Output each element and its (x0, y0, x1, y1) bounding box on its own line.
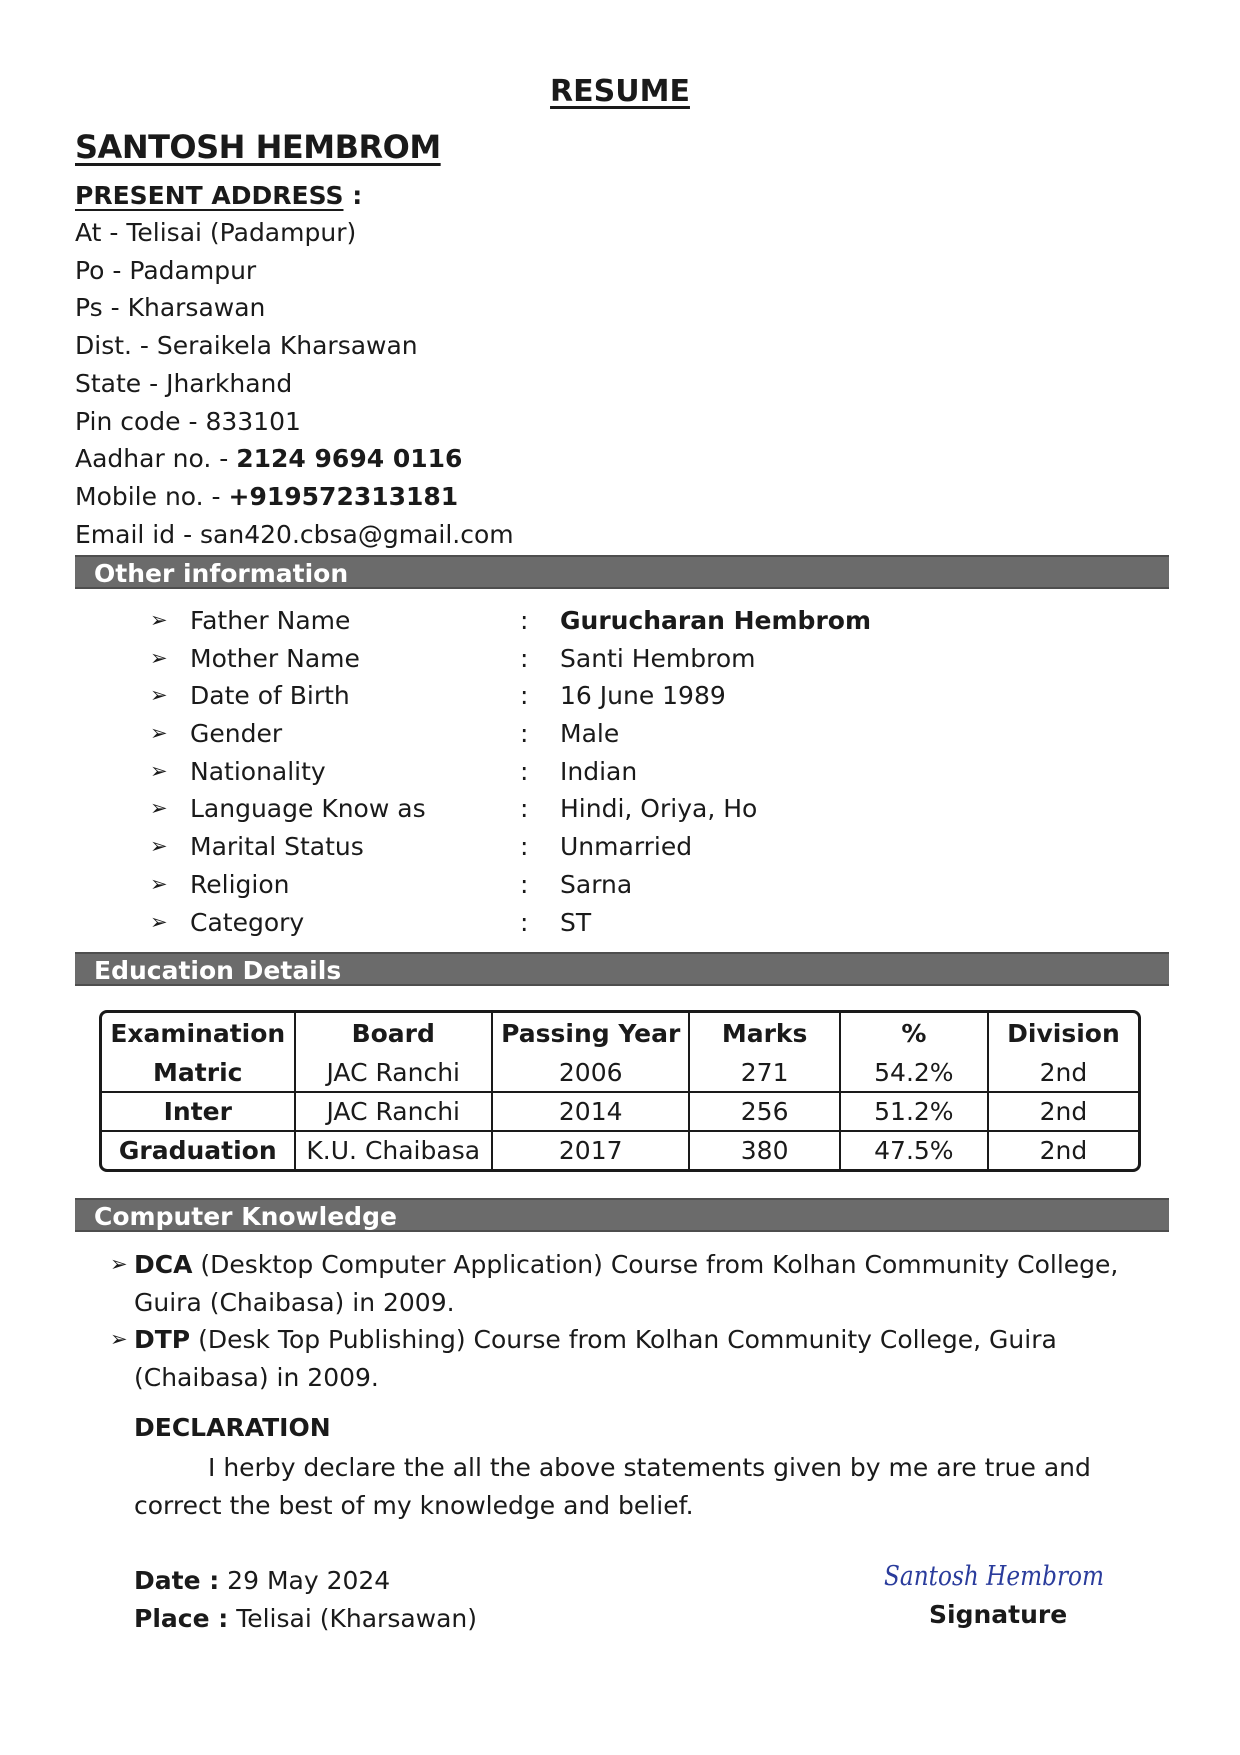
arrow-bullet-icon: ➢ (150, 645, 168, 670)
table-cell: 271 (690, 1054, 840, 1093)
place-line: Place : Telisai (Kharsawan) (134, 1603, 478, 1633)
table-cell: 2nd (1039, 1136, 1088, 1165)
resume-page: RESUME SANTOSH HEMBROM PRESENT ADDRESS : At - Telisai (Padampur) Po - Padampur Ps - Kharsawan Dist. - Seraikela Kharsawan State - Jharkhand Pin code - 833101 Aadhar no. - 2124 9694 0116 Mobile no. - +919572313181 Email id - san420.cbsa@gmail.com Other information ➢ Father Name : Gurucharan Hembrom ➢ Mother Name : Santi Hembrom ➢ Date of Birth : 16 June 1989 ➢ Gender : Male ➢ Nationality : Indian ➢ Language Know as : Hindi, Oriya, Ho ➢ Marital Status : Unmarried ➢ Religion : Sarna ➢ Category : ST Education Details Examination Board Passing Year Marks % Division Matric JAC Ranchi 2006 271 54.2% 2nd Inter JAC Ranchi 2014 256 51.2% 2nd Graduation K.U. Chaibasa 2017 380 47.5% 2nd Computer Knowledge ➢ DCA (Desktop Computer Application) Course from Kolhan Community College, Guira (Chaibasa) in 2009. ➢ DTP (Desk Top Publishing) Course from Kolhan Community College, Guira (Chaibasa) in 2009. DECLARATION I herby declare the all the above statements given by me are true and correct the best of my knowledge and belief. Date : 29 May 2024 Place : Telisai (Kharsawan) Santosh Hembrom Signature (0, 0, 1240, 1755)
column-header: Division (1007, 1019, 1120, 1048)
signature-label: Signature (929, 1600, 1068, 1629)
table-row (102, 1093, 1138, 1132)
present-address (75, 214, 514, 553)
address-line: Ps - Kharsawan (75, 293, 266, 323)
arrow-bullet-icon: ➢ (150, 834, 168, 859)
arrow-bullet-icon: ➢ (150, 683, 168, 708)
table-cell: 2nd (989, 1054, 1138, 1093)
date-place-block (134, 1562, 477, 1637)
email-line: Email id - san420.cbsa@gmail.com (75, 519, 514, 549)
computer-knowledge-list (110, 1246, 1170, 1397)
table-cell: Graduation (102, 1132, 296, 1169)
computer-knowledge-heading: Computer Knowledge (75, 1198, 1169, 1232)
arrow-bullet-icon: ➢ (150, 909, 168, 934)
table-cell: 51.2% (841, 1093, 989, 1132)
table-row (102, 1132, 1138, 1169)
table-cell: Matric (102, 1054, 296, 1093)
table-header-row (102, 1013, 1138, 1054)
aadhar-line: Aadhar no. - 2124 9694 0116 (75, 444, 463, 474)
table-cell: 256 (690, 1093, 840, 1132)
education-table (99, 1010, 1141, 1172)
arrow-bullet-icon: ➢ (110, 1327, 128, 1352)
address-line: Po - Padampur (75, 255, 257, 285)
handwritten-signature (880, 1556, 1110, 1594)
svg-text:Santosh Hembrom: Santosh Hembrom (884, 1561, 1104, 1592)
list-item: ➢ DCA (Desktop Computer Application) Course from Kolhan Community College, Guira (Chaibasa) in 2009. (110, 1246, 1170, 1321)
table-row (102, 1054, 1138, 1093)
arrow-bullet-icon: ➢ (150, 796, 168, 821)
other-information-heading: Other information (75, 555, 1169, 589)
list-item: ➢ DTP (Desk Top Publishing) Course from Kolhan Community College, Guira (Chaibasa) in 2009. (110, 1321, 1170, 1396)
mobile-line: Mobile no. - +919572313181 (75, 481, 459, 511)
arrow-bullet-icon: ➢ (150, 721, 168, 746)
address-line: State - Jharkhand (75, 368, 293, 398)
present-address-heading: PRESENT ADDRESS : (75, 181, 363, 210)
address-line: Dist. - Seraikela Kharsawan (75, 331, 418, 361)
mobile-number: +919572313181 (228, 481, 459, 511)
table-cell: 47.5% (841, 1132, 989, 1169)
column-header: Passing Year (493, 1013, 691, 1054)
table-cell: 2006 (493, 1054, 691, 1093)
education-details-heading: Education Details (75, 952, 1169, 986)
declaration-heading: DECLARATION (134, 1413, 331, 1442)
date-line: Date : 29 May 2024 (134, 1566, 391, 1595)
arrow-bullet-icon: ➢ (150, 608, 168, 632)
table-cell: JAC Ranchi (296, 1054, 493, 1093)
table-cell: 2nd (989, 1093, 1138, 1132)
aadhar-number: 2124 9694 0116 (236, 444, 463, 474)
arrow-bullet-icon: ➢ (110, 1252, 128, 1276)
table-cell: 54.2% (841, 1054, 989, 1093)
table-cell: Inter (102, 1093, 296, 1132)
arrow-bullet-icon: ➢ (150, 758, 168, 783)
document-title: RESUME (550, 74, 690, 109)
table-cell: K.U. Chaibasa (296, 1132, 493, 1169)
candidate-name: SANTOSH HEMBROM (75, 128, 441, 166)
column-header: Examination (102, 1013, 296, 1054)
column-header: % (841, 1013, 989, 1054)
address-line: Pin code - 833101 (75, 406, 301, 436)
table-cell: 2017 (493, 1132, 691, 1169)
address-line: At - Telisai (Padampur) (75, 218, 357, 247)
table-cell: JAC Ranchi (296, 1093, 493, 1132)
column-header: Marks (690, 1013, 840, 1054)
table-cell: 380 (690, 1132, 840, 1169)
arrow-bullet-icon: ➢ (150, 871, 168, 896)
column-header: Board (296, 1013, 493, 1054)
table-cell: 2014 (493, 1093, 691, 1132)
declaration-text: I herby declare the all the above statements given by me are true and correct the best of my knowledge and belief. (134, 1453, 1091, 1520)
